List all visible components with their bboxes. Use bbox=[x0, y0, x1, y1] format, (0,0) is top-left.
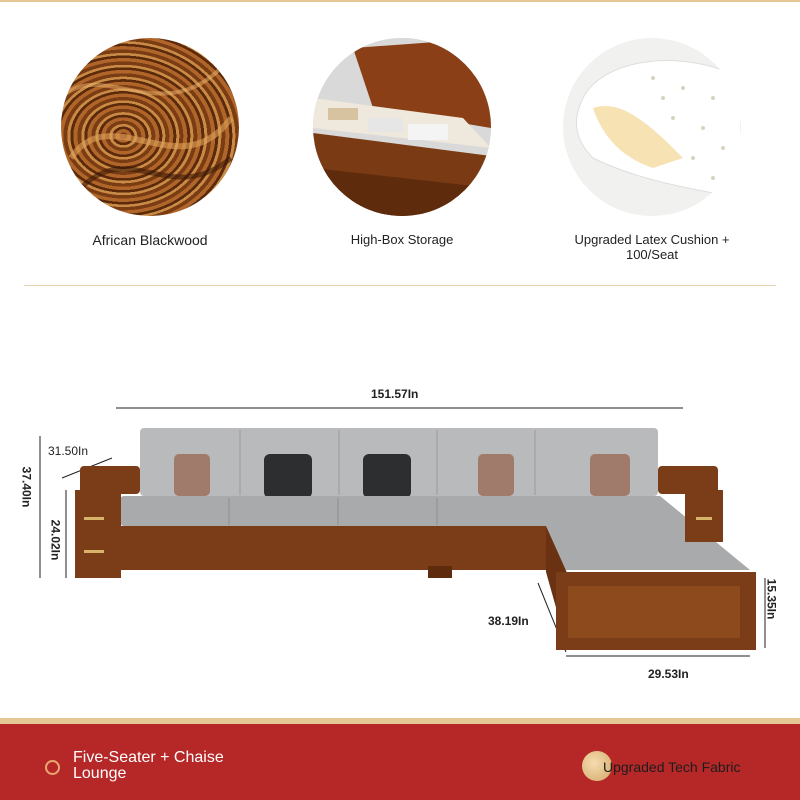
dim-chaise-length: 38.19In bbox=[488, 614, 529, 628]
dim-armrest-depth: 31.50In bbox=[48, 444, 89, 458]
dim-seat-height: 24.02In bbox=[48, 519, 63, 561]
config-label: Five-Seater + Chaise Lounge bbox=[73, 749, 224, 782]
dim-back-height: 37.40In bbox=[19, 466, 34, 508]
dim-chaise-width: 29.53In bbox=[648, 667, 689, 681]
bullet-ring-icon bbox=[45, 760, 60, 775]
feature-label: High-Box Storage bbox=[350, 232, 454, 247]
feature-label: Upgraded Latex Cushion + 100/Seat bbox=[574, 232, 730, 262]
feature-label: African Blackwood bbox=[92, 232, 208, 248]
fabric-label: Upgraded Tech Fabric bbox=[603, 759, 741, 775]
dim-total-length: 151.57In bbox=[371, 387, 419, 401]
bottom-banner bbox=[0, 718, 800, 800]
dim-chaise-height: 15.35In bbox=[764, 578, 779, 620]
